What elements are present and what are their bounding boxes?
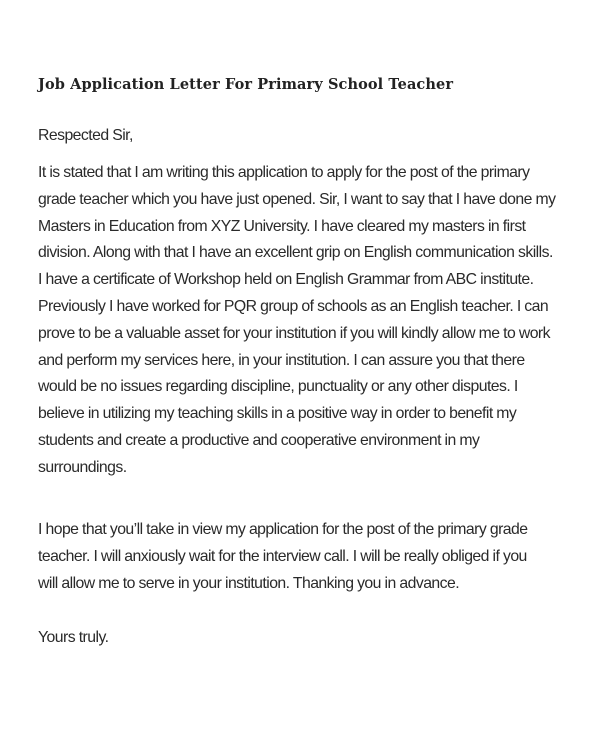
paragraph-line: would be no issues regarding discipline, punctuality or any other disputes. I [38,378,518,396]
paragraph-line: and perform my services here, in your institution. I can assure you that there [38,351,525,369]
body-paragraph-1 [38,160,583,482]
paragraph-line: division. Along with that I have an excellent grip on English communication skills. [38,244,553,262]
paragraph-line: surroundings. [38,458,127,476]
salutation: Respected Sir, [38,127,133,144]
paragraph-line: Previously I have worked for PQR group of schools as an English teacher. I can [38,297,549,315]
paragraph-line: believe in utilizing my teaching skills in a positive way in order to benefit my [38,405,517,423]
paragraph-line: students and create a productive and cooperative environment in my [38,431,480,449]
paragraph-line: prove to be a valuable asset for your institution if you will kindly allow me to work [38,324,550,342]
paragraph-line: will allow me to serve in your institution. Thanking you in advance. [38,574,460,592]
body-paragraph-2 [38,517,583,597]
letter-title: Job Application Letter For Primary School Teacher [38,76,454,93]
paragraph-line: I hope that you’ll take in view my application for the post of the primary grade [38,521,528,538]
paragraph-line: I have a certificate of Workshop held on English Grammar from ABC institute. [38,271,534,289]
paragraph-line: It is stated that I am writing this application to apply for the post of the primary [38,164,530,181]
closing: Yours truly. [38,629,109,646]
paragraph-line: grade teacher which you have just opened. Sir, I want to say that I have done my [38,190,556,208]
paragraph-line: teacher. I will anxiously wait for the interview call. I will be really obliged if you [38,547,527,565]
paragraph-line: Masters in Education from XYZ University. I have cleared my masters in first [38,217,526,235]
